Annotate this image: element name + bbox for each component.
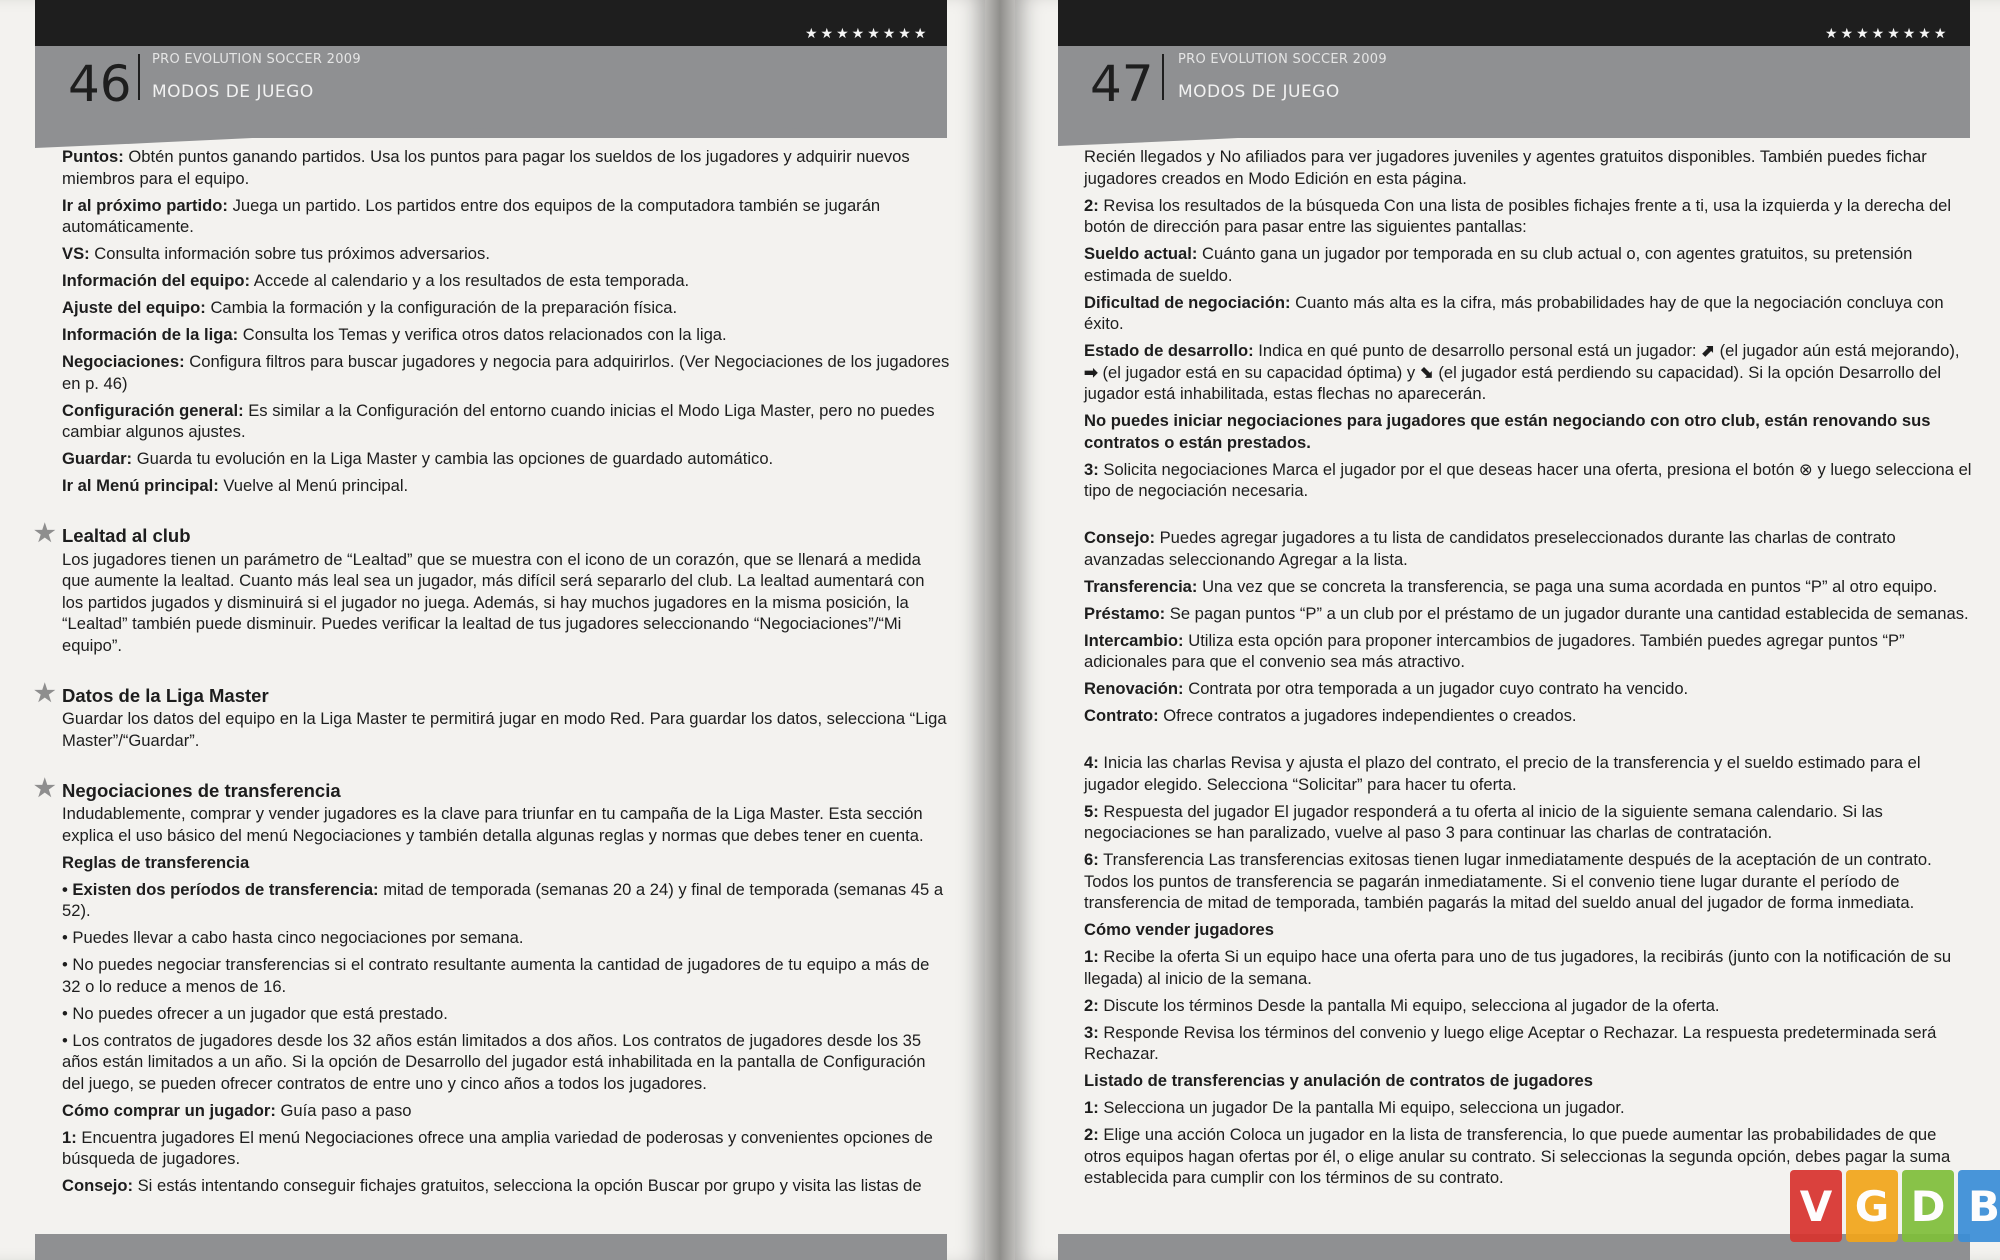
page-number: 47 <box>1090 55 1154 113</box>
header-section-title: MODOS DE JUEGO <box>1178 82 1340 102</box>
step-item: 2: Revisa los resultados de la búsqueda Con una lista de posibles fichajes frente a ti, usa la izquierda y la derecha del botón de dirección para pasar entre las siguientes pantallas: <box>1084 195 1952 236</box>
menu-item: Información del equipo: Accede al calendario y a los resultados de esta temporada. <box>62 271 690 290</box>
header-section-title: MODOS DE JUEGO <box>152 82 314 102</box>
type-item: Renovación: Contrata por otra temporada a un jugador cuyo contrato ha vencido. <box>1084 679 1689 698</box>
star-icon: ★ <box>34 520 56 547</box>
subheading-buy: Cómo comprar un jugador: Guía paso a paso <box>62 1100 412 1120</box>
section-body-transfer: Indudablemente, comprar y vender jugadores es la clave para triunfar en tu campaña de la Liga Master. Esta sección explica el uso básico del menú Negociaciones y también detalla algunas reglas y normas que debes tener en cuenta. <box>62 804 924 845</box>
step-item: 2: Elige una acción Coloca un jugador en la lista de transferencia, lo que puede aumentar las probabilidades de que otros equipos hagan ofertas por él, o elige anular su contrato. Si seleccionas la segunda opción, debes pagar la suma establecida para cumplir con los términos de su contrato. <box>1084 1125 1951 1187</box>
header-stars: ★★★★★★★★ <box>805 26 930 42</box>
screen-item: Sueldo actual: Cuánto gana un jugador por temporada en su club actual o, con agentes gratuitos, su pretensión estimada de sueldo. <box>1084 244 1913 285</box>
logo-letter: G <box>1846 1170 1898 1242</box>
menu-item: Puntos: Obtén puntos ganando partidos. Usa los puntos para pagar los sueldos de los jugadores y adquirir nuevos miembros para el equipo. <box>62 147 910 188</box>
warning-text: No puedes iniciar negociaciones para jugadores que están negociando con otro club, están renovando sus contratos o están prestados. <box>1084 411 1931 452</box>
menu-item: Ir al Menú principal: Vuelve al Menú principal. <box>62 476 409 495</box>
section-heading-loyalty: ★ Lealtad al club <box>34 520 191 547</box>
step-item: 5: Respuesta del jugador El jugador responderá a tu oferta al inicio de la siguiente semana calendario. Si las negociaciones se han paralizado, vuelve al paso 3 para continuar las charlas de contratación. <box>1084 801 1883 842</box>
type-item: Transferencia: Una vez que se concreta la transferencia, se paga una suma acordada en puntos “P” al otro equipo. <box>1084 576 1938 596</box>
logo-letter: V <box>1790 1170 1842 1242</box>
step-item: 3: Solicita negociaciones Marca el jugador por el que deseas hacer una oferta, presiona el botón ⊗ y luego selecciona el tipo de negociación necesaria. <box>1084 459 1972 500</box>
subheading-rules: Reglas de transferencia <box>62 852 250 872</box>
step-item: 1: Recibe la oferta Si un equipo hace una oferta para uno de tus jugadores, la recibirás (junto con la notificación de su llegada) al inicio de la semana. <box>1084 947 1952 988</box>
step-item: 1: Encuentra jugadores El menú Negociaciones ofrece una amplia variedad de poderosas y convenientes opciones de búsqueda de jugadores. <box>62 1127 933 1168</box>
header-game-title: PRO EVOLUTION SOCCER 2009 <box>152 52 361 67</box>
screen-item: Dificultad de negociación: Cuanto más alta es la cifra, más probabilidades hay de que la negociación concluya con éxito. <box>1084 292 1944 333</box>
menu-item: Ir al próximo partido: Juega un partido. Los partidos entre dos equipos de la computadora también se jugarán automáticamente. <box>62 195 881 236</box>
logo-letter: D <box>1902 1170 1954 1242</box>
arrow-right-icon: ➡ <box>1084 362 1098 382</box>
footer-band <box>35 1234 947 1260</box>
rule-item: • Existen dos períodos de transferencia: mitad de temporada (semanas 20 a 24) y final de temporada (semanas 45 a 52). <box>62 879 944 920</box>
star-icon: ★ <box>34 774 56 802</box>
left-column <box>34 146 950 1202</box>
header-divider <box>138 54 140 100</box>
section-heading-transfer: ★ Negociaciones de transferencia <box>34 774 341 802</box>
menu-item: Información de la liga: Consulta los Temas y verifica otros datos relacionados con la liga. <box>62 325 727 344</box>
menu-item: VS: Consulta información sobre tus próximos adversarios. <box>62 244 490 263</box>
step-item: 6: Transferencia Las transferencias exitosas tienen lugar inmediatamente después de la aceptación de un contrato. Todos los puntos de transferencia se pagarán inmediatamente. Si el convenio tiene lugar durante el período de transferencia de mitad de temporada, también pagarás la mitad del sueldo anual del jugador de forma inmediata. <box>1084 850 1932 912</box>
star-icon: ★ <box>34 679 56 707</box>
subheading-sell: Cómo vender jugadores <box>1084 920 1274 939</box>
step-item: 4: Inicia las charlas Revisa y ajusta el plazo del contrato, el precio de la transferencia y el sueldo estimado para el jugador elegido. Selecciona “Solicitar” para hacer tu oferta. <box>1084 753 1921 794</box>
rule-item: • No puedes negociar transferencias si el contrato resultante aumenta la cantidad de jugadores de tu equipo a más de 32 o lo reduce a menos de 16. <box>62 955 930 996</box>
menu-item: Ajuste del equipo: Cambia la formación y la configuración de la preparación física. <box>62 298 678 317</box>
menu-item: Guardar: Guarda tu evolución en la Liga Master y cambia las opciones de guardado automático. <box>62 449 774 468</box>
subheading-list: Listado de transferencias y anulación de contratos de jugadores <box>1084 1071 1594 1090</box>
type-item: Contrato: Ofrece contratos a jugadores independientes o creados. <box>1084 706 1577 725</box>
rule-item: • Los contratos de jugadores desde los 32 años están limitados a dos años. Los contratos de jugadores desde los 35 años están limitados a un año. Si la opción de Desarrollo del jugador está inhabilitada en la pantalla de Configuración del juego, se pueden ofrecer contratos de entre uno y cinco años a todos los jugadores. <box>62 1030 926 1093</box>
header-wave <box>35 108 947 148</box>
section-heading-data: ★ Datos de la Liga Master <box>34 679 269 707</box>
step-item: 2: Discute los términos Desde la pantalla Mi equipo, selecciona al jugador de la oferta. <box>1084 995 1720 1015</box>
book-gutter <box>985 0 1015 1260</box>
screen-item: Estado de desarrollo: Indica en qué punto de desarrollo personal está un jugador: ⬈ (el jugador aún está mejorando), ➡ (el jugador está en su capacidad óptima) y ⬊ (el jugador está perdiendo su capacidad). Si la opción Desarrollo del jugador está inhabilitada, estas flechas no aparecerán. <box>1084 341 1960 403</box>
intro-paragraph: Recién llegados y No afiliados para ver jugadores juveniles y agentes gratuitos disponibles. También puedes fichar jugadores creados en Modo Edición en esta página. <box>1084 147 1927 188</box>
section-body-data: Guardar los datos del equipo en la Liga Master te permitirá jugar en modo Red. Para guardar los datos, selecciona “Liga Master”/“Guardar”. <box>62 709 947 750</box>
header-divider <box>1162 54 1164 100</box>
menu-item: Negociaciones: Configura filtros para buscar jugadores y negocia para adquirirlos. (Ver Negociaciones de los jugadores en p. 46) <box>62 352 950 393</box>
menu-item-list <box>62 146 950 497</box>
type-item: Intercambio: Utiliza esta opción para proponer intercambios de jugadores. También puedes agregar puntos “P” adicionales para que el convenio sea más atractivo. <box>1084 630 1905 671</box>
header-game-title: PRO EVOLUTION SOCCER 2009 <box>1178 52 1387 67</box>
page-number: 46 <box>68 55 132 113</box>
step-item: 3: Responde Revisa los términos del convenio y luego elige Aceptar o Rechazar. La respuesta predeterminada será Rechazar. <box>1084 1022 1937 1063</box>
rule-item: • Puedes llevar a cabo hasta cinco negociaciones por semana. <box>62 928 524 947</box>
tip-item: Consejo: Puedes agregar jugadores a tu lista de candidatos preseleccionados durante las charlas de contrato avanzadas seleccionando Agregar a la lista. <box>1084 528 1896 569</box>
header-wave <box>1058 108 1970 148</box>
vgdb-watermark-logo <box>1790 1170 2000 1242</box>
menu-item: Configuración general: Es similar a la Configuración del entorno cuando inicias el Modo Liga Master, pero no puedes cambiar algunos ajustes. <box>62 400 935 441</box>
step-item: 1: Selecciona un jugador De la pantalla Mi equipo, selecciona un jugador. <box>1084 1098 1625 1117</box>
header-stars: ★★★★★★★★ <box>1825 26 1950 42</box>
arrow-down-right-icon: ⬊ <box>1419 362 1434 382</box>
section-body-loyalty: Los jugadores tienen un parámetro de “Lealtad” que se muestra con el icono de un corazón, que se llenará a medida que aumente la lealtad. Cuanto más leal sea un jugador, más difícil será separarlo del club. La lealtad aumentará con los partidos jugados y disminuirá si el jugador no juega. Además, si hay muchos jugadores en la misma posición, la “Lealtad” también puede disminuir. Puedes verificar la lealtad de tus jugadores seleccionando “Negociaciones”/“Mi equipo”. <box>62 549 925 655</box>
rule-item: • No puedes ofrecer a un jugador que está prestado. <box>62 1003 448 1023</box>
right-column <box>1084 146 1972 1194</box>
tip-item: Consejo: Si estás intentando conseguir fichajes gratuitos, selecciona la opción Buscar por grupo y visita las listas de <box>62 1176 922 1195</box>
x-button-icon: ⊗ <box>1798 459 1813 479</box>
type-item: Préstamo: Se pagan puntos “P” a un club por el préstamo de un jugador durante una cantidad establecida de semanas. <box>1084 603 1969 623</box>
arrow-up-right-icon: ⬈ <box>1701 341 1716 360</box>
logo-letter: B <box>1958 1170 2000 1242</box>
